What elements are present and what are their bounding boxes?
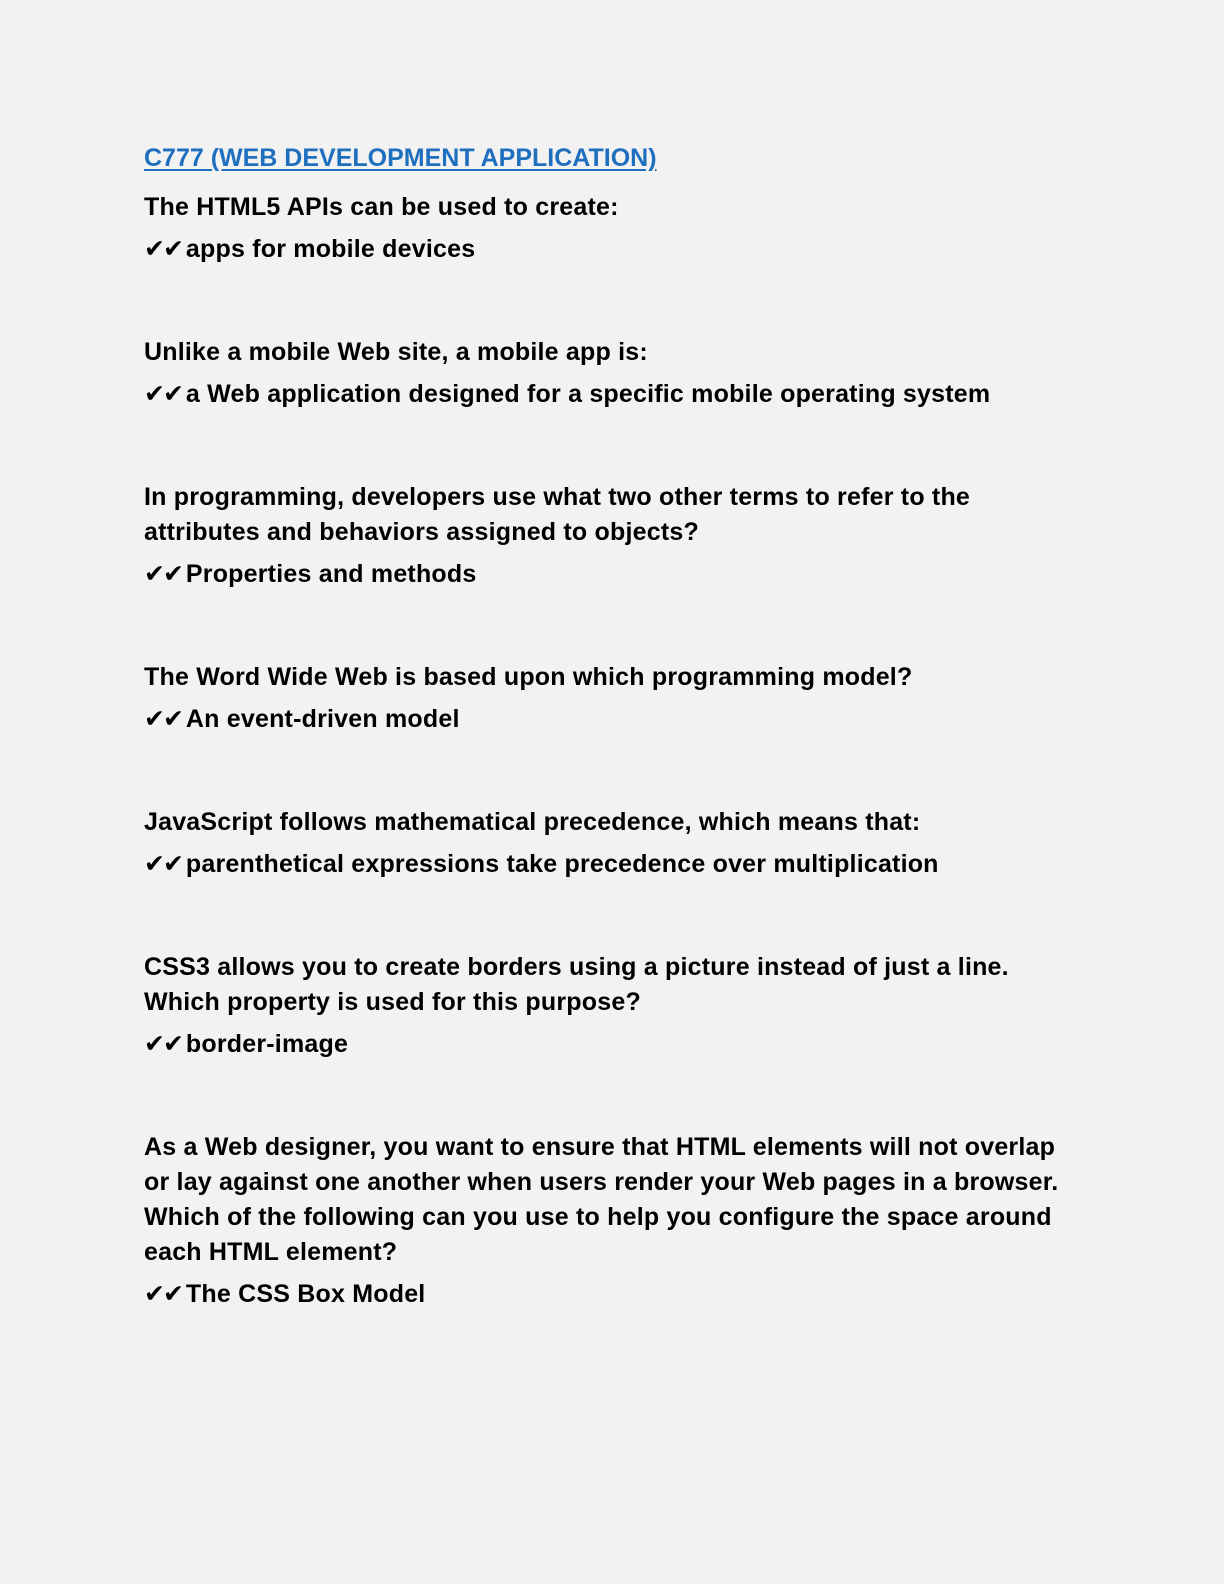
double-check-icon: ✔✔ <box>144 1279 182 1308</box>
answer-text: Properties and methods <box>185 560 477 588</box>
qa-item <box>144 950 1074 1062</box>
question-text: The Word Wide Web is based upon which programming model? <box>144 663 913 691</box>
double-check-icon: ✔✔ <box>144 1029 182 1058</box>
qa-item <box>144 805 1074 882</box>
answer-line <box>144 1026 1074 1062</box>
qa-item <box>144 190 1074 267</box>
question-text: JavaScript follows mathematical precedence, which means that: <box>144 808 921 836</box>
double-check-icon: ✔✔ <box>144 234 182 263</box>
document-title-link[interactable]: C777 (WEB DEVELOPMENT APPLICATION) <box>144 144 657 172</box>
question-text: The HTML5 APIs can be used to create: <box>144 193 619 221</box>
answer-text: parenthetical expressions take precedence over multiplication <box>185 850 939 878</box>
question-text: In programming, developers use what two other terms to refer to the attributes and behaviors assigned to objects? <box>144 483 971 546</box>
qa-list <box>144 190 1074 1312</box>
answer-line <box>144 231 1074 267</box>
answer-text: An event-driven model <box>185 705 460 733</box>
question-text: CSS3 allows you to create borders using a picture instead of just a line. Which property is used for this purpose? <box>144 953 1009 1016</box>
double-check-icon: ✔✔ <box>144 559 182 588</box>
qa-item <box>144 480 1074 592</box>
question-text: As a Web designer, you want to ensure that HTML elements will not overlap or lay against one another when users render your Web pages in a browser. Which of the following can you use to help you configure the space around each HTML element? <box>144 1133 1059 1266</box>
answer-line <box>144 846 1074 882</box>
double-check-icon: ✔✔ <box>144 704 182 733</box>
answer-text: border-image <box>185 1030 349 1058</box>
double-check-icon: ✔✔ <box>144 849 182 878</box>
answer-line <box>144 1276 1074 1312</box>
question-text: Unlike a mobile Web site, a mobile app is: <box>144 338 648 366</box>
qa-item <box>144 660 1074 737</box>
answer-line <box>144 376 1074 412</box>
answer-text: a Web application designed for a specific mobile operating system <box>185 380 991 408</box>
qa-item <box>144 1130 1074 1312</box>
document-page <box>144 140 1074 1380</box>
double-check-icon: ✔✔ <box>144 379 182 408</box>
answer-text: The CSS Box Model <box>185 1280 426 1308</box>
answer-line <box>144 701 1074 737</box>
qa-item <box>144 335 1074 412</box>
answer-text: apps for mobile devices <box>185 235 476 263</box>
answer-line <box>144 556 1074 592</box>
